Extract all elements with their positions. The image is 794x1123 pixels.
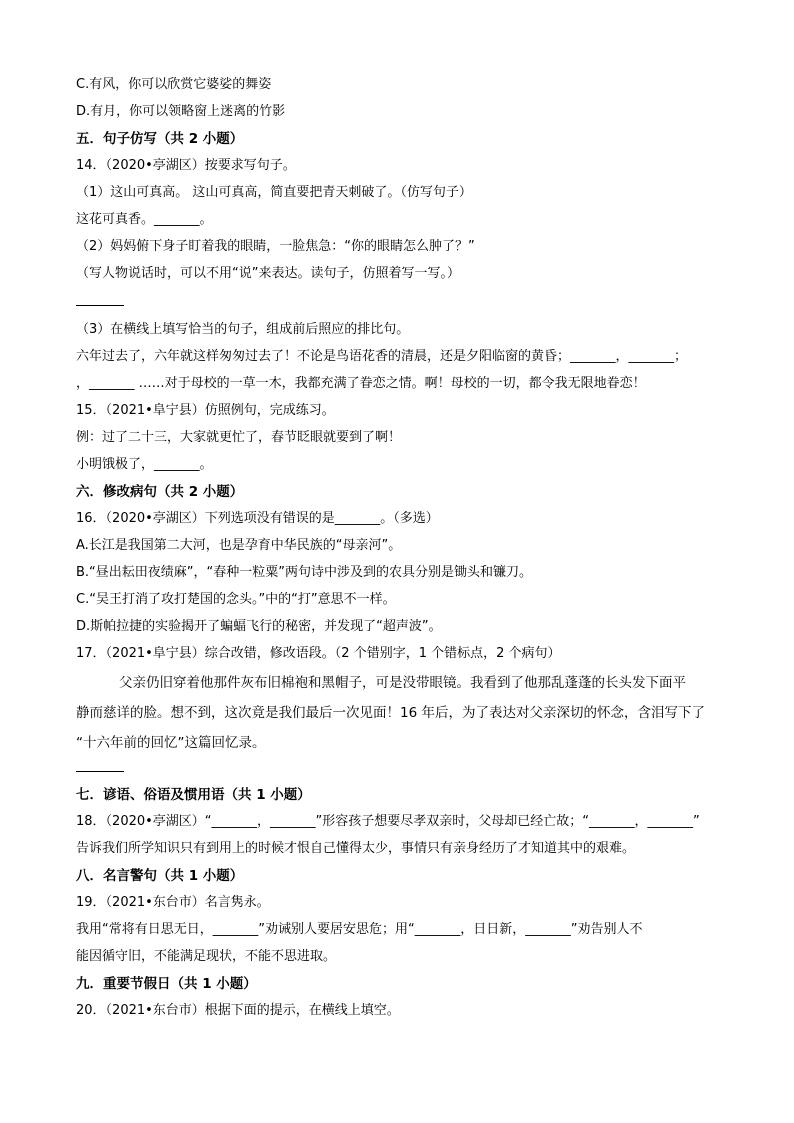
question-14-part-2-note: （写人物说话时，可以不用“说”来表达。读句子，仿照着写一写。） — [76, 266, 460, 281]
answer-line — [76, 305, 124, 306]
option-d: D.有月，你可以领略窗上迷离的竹影 — [76, 104, 286, 119]
question-14-part-3: （3）在横线上填写恰当的句子，组成前后照应的排比句。 — [76, 322, 410, 337]
question-17-paragraph-line-1: 父亲仍旧穿着他那件灰布旧棉袍和黑帽子，可是没带眼镜。我看到了他那乱蓬蓬的长头发下面平 — [119, 675, 686, 691]
question-17-stem: 17．（2021•阜宁县）综合改错，修改语段。（2 个错别字，1 个错标点，2 个病句） — [76, 646, 561, 661]
question-16-stem: 16．（2020•亭湖区）下列选项没有错误的是_______。（多选） — [76, 511, 439, 526]
question-17-paragraph-line-2: 静而慈详的脸。想不到，这次竟是我们最后一次见面！16 年后，为了表达对父亲深切的怀念，含泪写下了 — [76, 705, 705, 721]
question-18-line-1: 18．（2020•亭湖区）“_______，_______”形容孩子想要尽孝双亲时，父母却已经亡故；“_______，_______” — [76, 814, 700, 829]
section-heading-6: 六．修改病句（共 2 小题） — [76, 484, 244, 500]
question-18-line-2: 告诉我们所学知识只有到用上的时候才恨自己懂得太少，事情只有亲身经历了才知道其中的艰难。 — [76, 841, 636, 856]
section-heading-5: 五．句子仿写（共 2 小题） — [76, 131, 244, 147]
question-14-part-1: （1）这山可真高。 这山可真高，简直要把青天刺破了。（仿写句子） — [76, 185, 472, 200]
question-16-option-a: A.长江是我国第二大河，也是孕育中华民族的“母亲河”。 — [76, 538, 402, 553]
section-heading-8: 八．名言警句（共 1 小题） — [76, 868, 244, 884]
option-c: C.有风，你可以欣赏它婆娑的舞姿 — [76, 77, 272, 92]
question-14-part-2: （2）妈妈俯下身子盯着我的眼睛，一脸焦急：“你的眼睛怎么肿了？” — [76, 239, 475, 254]
question-15-answer: 小明饿极了，_______。 — [76, 457, 213, 472]
question-14-part-3-line-2: ，_______ ……对于母校的一草一木，我都充满了眷恋之情。啊！母校的一切，都令我无限地眷恋！ — [76, 376, 646, 391]
question-17-paragraph-line-3: “十六年前的回忆”这篇回忆录。 — [76, 735, 266, 751]
question-16-option-c: C.“吴王打消了攻打楚国的念头。”中的“打”意思不一样。 — [76, 592, 396, 607]
question-20-stem: 20．（2021•东台市）根据下面的提示，在横线上填空。 — [76, 1003, 400, 1018]
question-16-option-d: D.斯帕拉捷的实验揭开了蝙蝠飞行的秘密，并发现了“超声波”。 — [76, 619, 442, 634]
question-19-stem: 19．（2021•东台市）名言隽永。 — [76, 895, 270, 910]
question-14-part-3-line-1: 六年过去了，六年就这样匆匆过去了！不论是鸟语花香的清晨，还是夕阳临窗的黄昏；_______，_______； — [76, 349, 688, 364]
question-16-option-b: B.“昼出耘田夜绩麻”，“春种一粒粟”两句诗中涉及到的农具分别是锄头和镰刀。 — [76, 565, 532, 580]
question-14-part-1-answer: 这花可真香。_______。 — [76, 212, 213, 227]
question-15-example: 例：过了二十三，大家就更忙了，春节眨眼就要到了啊！ — [76, 430, 402, 445]
answer-line — [76, 771, 124, 772]
question-15-stem: 15．（2021•阜宁县）仿照例句，完成练习。 — [76, 403, 335, 418]
question-19-line-1: 我用“常将有日思无日，_______”劝诫别人要居安思危；用“_______，日日新，_______”劝告别人不 — [76, 922, 643, 937]
section-heading-7: 七．谚语、俗语及惯用语（共 1 小题） — [76, 787, 311, 803]
section-heading-9: 九．重要节假日（共 1 小题） — [76, 976, 257, 992]
question-19-line-2: 能因循守旧，不能满足现状，不能不思进取。 — [76, 949, 337, 964]
question-14-stem: 14．（2020•亭湖区）按要求写句子。 — [76, 158, 296, 173]
